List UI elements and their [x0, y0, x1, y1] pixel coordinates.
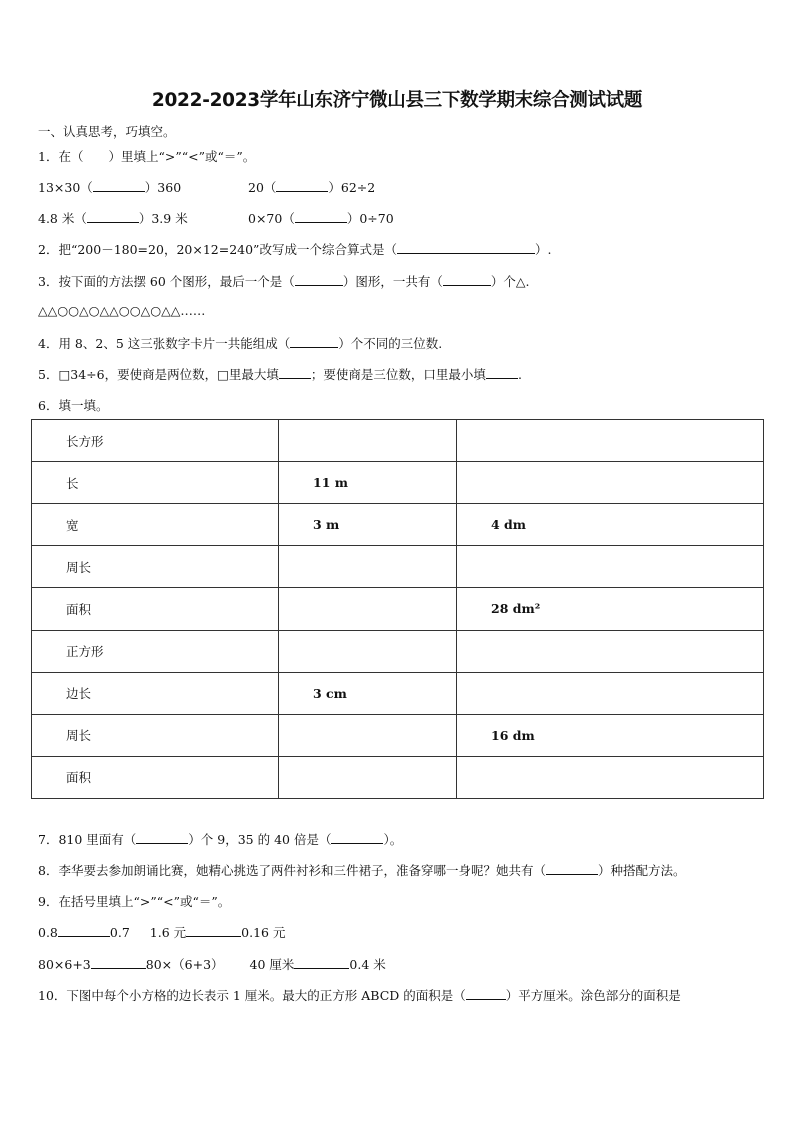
table-cell[interactable]	[279, 546, 457, 588]
question-1-row-1a	[38, 178, 181, 196]
table-cell[interactable]	[457, 630, 764, 672]
table-row-label: 面积	[32, 756, 279, 798]
question-6-stem: 6．填一填。	[38, 398, 109, 413]
q8-right: ）种搭配方法。	[597, 863, 686, 878]
q1-r2b-left: 0×70（	[248, 211, 295, 226]
table-row	[32, 504, 764, 546]
table-row-label: 周长	[32, 546, 279, 588]
page-title: 2022-2023学年山东济宁微山县三下数学期末综合测试试题	[151, 90, 643, 111]
q3-part-1: 3．按下面的方法摆 60 个图形，最后一个是（	[38, 274, 295, 289]
question-1-row-2b	[248, 209, 394, 227]
table-cell[interactable]	[279, 420, 457, 462]
table-row	[32, 672, 764, 714]
table-row-label: 宽	[32, 504, 279, 546]
q2-left: 2．把“200－180=20，20×12=240”改写成一个综合算式是（	[38, 242, 397, 257]
table-row-label: 长	[32, 462, 279, 504]
table-cell[interactable]	[457, 672, 764, 714]
q7-blank-2[interactable]	[331, 831, 383, 844]
q1-r1b-left: 20（	[248, 180, 277, 195]
table-row	[32, 546, 764, 588]
q9-r1b-blank[interactable]	[186, 924, 241, 937]
table-row	[32, 588, 764, 630]
q7-part-1: 7．810 里面有（	[38, 832, 137, 847]
q9-r2a-right: 80×（6+3）	[145, 957, 224, 972]
q8-left: 8．李华要去参加朗诵比赛，她精心挑选了两件衬衫和三件裙子，准备穿哪一身呢？她共有（	[38, 863, 546, 878]
question-9-row-1	[38, 923, 285, 941]
question-1-stem: 1．在（ ）里填上“>”“<”或“＝”。	[38, 149, 256, 164]
q5-blank-2[interactable]	[486, 366, 518, 379]
q8-blank[interactable]	[546, 862, 598, 875]
table-row	[32, 756, 764, 798]
q2-right: ）.	[534, 242, 552, 257]
table-cell: 4 dm	[457, 504, 764, 546]
fill-in-table	[31, 419, 764, 799]
q9-r1a-left: 0.8	[38, 925, 58, 940]
q9-r1a-right: 0.7	[109, 925, 130, 940]
q1-r2a-left: 4.8 米（	[38, 211, 87, 226]
q5-part-2: ；要使商是三位数，口里最小填	[310, 367, 486, 382]
table-row	[32, 462, 764, 504]
table-cell: 3 cm	[279, 672, 457, 714]
table-row-label: 正方形	[32, 630, 279, 672]
question-3-pattern: △△○○△○△△○○△○△△……	[38, 303, 206, 318]
table-row-label: 长方形	[32, 420, 279, 462]
q5-part-1: 5．□34÷6，要使商是两位数，□里最大填	[38, 367, 279, 382]
q1-r2a-right: ）3.9 米	[138, 211, 188, 226]
question-7	[38, 830, 402, 848]
table-row	[32, 420, 764, 462]
q1-r1b-right: ）62÷2	[328, 180, 376, 195]
table-row	[32, 714, 764, 756]
q9-r2b-right: 0.4 米	[349, 957, 386, 972]
q9-r2a-left: 80×6+3	[38, 957, 91, 972]
question-9-stem: 9．在括号里填上“>”“<”或“＝”。	[38, 894, 231, 909]
q3-part-3: ）个△.	[490, 274, 530, 289]
table-cell[interactable]	[279, 630, 457, 672]
table-row-label: 周长	[32, 714, 279, 756]
table-cell[interactable]	[457, 546, 764, 588]
table-cell[interactable]	[279, 588, 457, 630]
q1-r2b-blank[interactable]	[295, 210, 347, 223]
q1-r2b-right: ）0÷70	[346, 211, 394, 226]
q9-r1b-right: 0.16 元	[241, 925, 286, 940]
question-9-row-2	[38, 955, 386, 973]
question-4	[38, 334, 442, 352]
question-1-row-2a	[38, 209, 188, 227]
table-cell: 28 dm²	[457, 588, 764, 630]
question-1-row-1b	[248, 178, 375, 196]
q4-left: 4．用 8、2、5 这三张数字卡片一共能组成（	[38, 336, 291, 351]
section-heading: 一、认真思考，巧填空。	[38, 124, 176, 139]
question-2	[38, 240, 551, 258]
q4-right: ）个不同的三位数.	[338, 336, 443, 351]
q9-r2a-blank[interactable]	[91, 956, 146, 969]
table-cell[interactable]	[279, 756, 457, 798]
q9-r2b-left: 40 厘米	[249, 957, 295, 972]
table-cell[interactable]	[457, 756, 764, 798]
q10-left: 10．下图中每个小方格的边长表示 1 厘米。最大的正方形 ABCD 的面积是（	[38, 988, 466, 1003]
q3-part-2: ）图形，一共有（	[342, 274, 443, 289]
q7-part-2: ）个 9，35 的 40 倍是（	[188, 832, 332, 847]
question-3	[38, 272, 529, 290]
question-8	[38, 861, 685, 879]
q5-part-3: .	[517, 367, 522, 382]
question-10	[38, 986, 681, 1004]
q1-r1b-blank[interactable]	[276, 179, 328, 192]
table-cell: 3 m	[279, 504, 457, 546]
q9-r2b-blank[interactable]	[294, 956, 349, 969]
table-cell: 16 dm	[457, 714, 764, 756]
q10-blank[interactable]	[466, 987, 506, 1000]
q7-blank-1[interactable]	[136, 831, 188, 844]
q1-r2a-blank[interactable]	[87, 210, 139, 223]
q1-r1a-right: ）360	[144, 180, 182, 195]
table-cell[interactable]	[279, 714, 457, 756]
table-row-label: 面积	[32, 588, 279, 630]
q1-r1a-left: 13×30（	[38, 180, 93, 195]
q3-blank-1[interactable]	[295, 273, 343, 286]
q3-blank-2[interactable]	[443, 273, 491, 286]
q4-blank[interactable]	[290, 335, 338, 348]
table-cell[interactable]	[457, 462, 764, 504]
table-row	[32, 630, 764, 672]
q10-right: ）平方厘米。涂色部分的面积是	[505, 988, 681, 1003]
q2-blank[interactable]	[397, 241, 535, 254]
q9-r1a-blank[interactable]	[58, 924, 110, 937]
q1-r1a-blank[interactable]	[93, 179, 145, 192]
question-5	[38, 365, 522, 383]
q9-r1b-left: 1.6 元	[149, 925, 187, 940]
table-cell[interactable]	[457, 420, 764, 462]
table-row-label: 边长	[32, 672, 279, 714]
q5-blank-1[interactable]	[279, 366, 311, 379]
q7-part-3: ）。	[383, 832, 403, 847]
table-cell: 11 m	[279, 462, 457, 504]
